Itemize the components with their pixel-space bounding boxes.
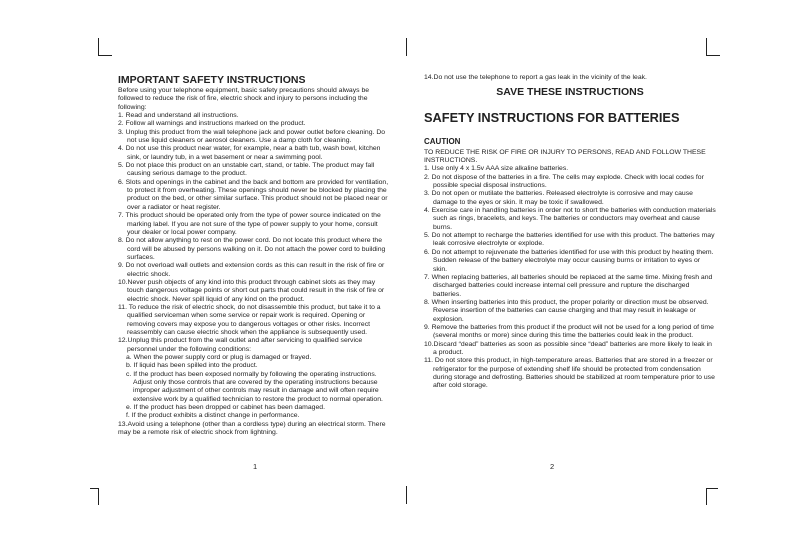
- right-page: [424, 74, 716, 391]
- list-item: 1. Read and understand all instructions.: [118, 112, 239, 120]
- crop-mark-bottom-right: [706, 488, 707, 505]
- list-item: 9. Do not overload wall outlets and extension cords as this can result in the risk of fire or electric shock.: [118, 262, 385, 278]
- list-item: 5. Do not attempt to recharge the batteries identified for use with this product. The batteries may leak corrosive electrolyte or explode.: [424, 232, 715, 248]
- list-item: 11. Do not store this product, in high-temperature areas. Batteries that are stored in a freezer or refrigerator for the purpose of extending shelf life should be protected from condensation during storage and defrosting. Batteries should be stabilized at room temperature prior to use after cold storage.: [424, 357, 715, 390]
- sub-list-item: a. When the power supply cord or plug is damaged or frayed.: [126, 354, 312, 361]
- crop-mark-top-right: [706, 55, 720, 56]
- caution-heading: CAUTION: [424, 136, 461, 146]
- crop-mark-bottom-left: [98, 488, 99, 505]
- page-number-left: 1: [253, 462, 258, 471]
- list-item: 6. Slots and openings in the cabinet and the back and bottom are provided for ventilation, to protect it from overheating. These openings should never be blocked by placing the product on the bed, or other similar surface. This product should not be placed near or over a radiator or heat register.: [118, 178, 389, 211]
- important-safety-heading: IMPORTANT SAFETY INSTRUCTIONS: [118, 74, 306, 86]
- sub-list-item: f. If the product exhibits a distinct change in performance.: [126, 412, 300, 420]
- list-item: 3. Do not open or mutilate the batteries. Released electrolyte is corrosive and may cause damage to the eyes or skin. It may be toxic if swallowed.: [424, 190, 693, 206]
- caution-intro: TO REDUCE THE RISK OF FIRE OR INJURY TO PERSONS, READ AND FOLLOW THESE INSTRUCTIONS.: [424, 148, 706, 165]
- crop-mark-top-left: [98, 55, 112, 56]
- crop-mark-top-center: [406, 38, 407, 56]
- list-item: 2. Do not dispose of the batteries in a fire. The cells may explode. Check with local codes for possible special disposal instructions.: [424, 173, 704, 190]
- list-item: 13.Avoid using a telephone (other than a cordless type) during an electrical storm. There may be a remote risk of electric shock from lightning.: [118, 420, 386, 437]
- list-item: 10.Discard “dead” batteries as soon as possible since “dead” batteries are more likely to leak in a product.: [424, 340, 712, 356]
- list-item: 5. Do not place this product on an unstable cart, stand, or table. The product may fall causing serious damage to the product.: [118, 162, 375, 178]
- list-item: 9. Remove the batteries from this product if the product will not be used for a long period of time (several months or more) since during this time the batteries could leak in the product.: [424, 323, 714, 340]
- list-item: 8. When inserting batteries into this product, the proper polarity or direction must be observed. Reverse insertion of the batteries can cause charging and that may result in leakage or explosion.: [424, 298, 709, 323]
- list-item: 7. When replacing batteries, all batteries should be replaced at the same time. Mixing fresh and discharged batteries could increase internal cell pressure and rupture the discharged batteries.: [424, 273, 713, 298]
- list-item: 4. Exercise care in handling batteries in order not to short the batteries with conduction materials such as rings, bracelets, and keys. The batteries or conductors may overheat and cause burns.: [424, 207, 716, 231]
- crop-mark-bottom-left: [90, 488, 99, 489]
- crop-mark-top-right: [706, 38, 707, 55]
- list-item: 12.Unplug this product from the wall outlet and after servicing to qualified service personnel under the following conditions:: [118, 337, 363, 353]
- sub-list-item: c. If the product has been exposed normally by following the operating instructions. Adjust only those controls that are covered by the operating instructions because improper adjustment of other controls may result in damage and will often require extensive work by a qualified technician to restore the product to normal operation.: [126, 370, 383, 403]
- list-item: 7. This product should be operated only from the type of power source indicated on the marking label. If you are not sure of the type of power supply to your home, consult your dealer or local power company.: [118, 212, 381, 236]
- list-item: 3. Unplug this product from the wall telephone jack and power outlet before cleaning. Do not use liquid cleaners or aerosol cleaners. Use a damp cloth for cleaning.: [118, 128, 386, 145]
- left-page: [118, 74, 389, 437]
- save-instructions-heading: SAVE THESE INSTRUCTIONS: [496, 86, 644, 99]
- list-item: 4. Do not use this product near water, for example, near a bath tub, wash bowl, kitchen sink, or laundry tub, in a wet basement or near a swimming pool.: [118, 145, 381, 161]
- list-item: 11. To reduce the risk of electric shock, do not disassemble this product, but take it to a qualified serviceman when some service or repair work is required. Opening or removing covers may expose you to dangerous voltages or other risks. Incorrect reassembly can cause electric shock when the appliance is subsequently used.: [118, 303, 381, 336]
- sub-list-item: b. If liquid has been spilled into the product.: [126, 362, 258, 370]
- crop-mark-top-left: [98, 38, 99, 55]
- sub-list-item: e. If the product has been dropped or cabinet has been damaged.: [126, 404, 325, 412]
- crop-mark-bottom-right: [706, 488, 718, 489]
- list-item: 6. Do not attempt to rejuvenate the batteries identified for use with this product by heating them. Sudden release of the battery electrolyte may occur causing burns or irritation to eyes or skin.: [424, 248, 714, 273]
- list-item: 2. Follow all warnings and instructions marked on the product.: [118, 120, 306, 128]
- crop-mark-bottom-center: [406, 486, 407, 504]
- list-item: 8. Do not allow anything to rest on the power cord. Do not locate this product where the cord will be abused by persons walking on it. Do not attach the power cord to building surfaces.: [118, 237, 386, 261]
- list-item: 10.Never push objects of any kind into this product through cabinet slots as they may touch dangerous voltage points or short out parts that could result in the risk of fire or electric shock. Never spill liquid of any kind on the product.: [118, 278, 385, 303]
- intro-text: Before using your telephone equipment, basic safety precautions should always be followed to reduce the risk of fire, electric shock and injury to persons including the following:: [118, 87, 370, 111]
- list-item: 1. Use only 4 x 1.5v AAA size alkaline batteries.: [424, 165, 569, 173]
- page-number-right: 2: [550, 462, 555, 471]
- battery-safety-heading: SAFETY INSTRUCTIONS FOR BATTERIES: [424, 109, 680, 125]
- list-item: 14.Do not use the telephone to report a gas leak in the vicinity of the leak.: [424, 74, 647, 81]
